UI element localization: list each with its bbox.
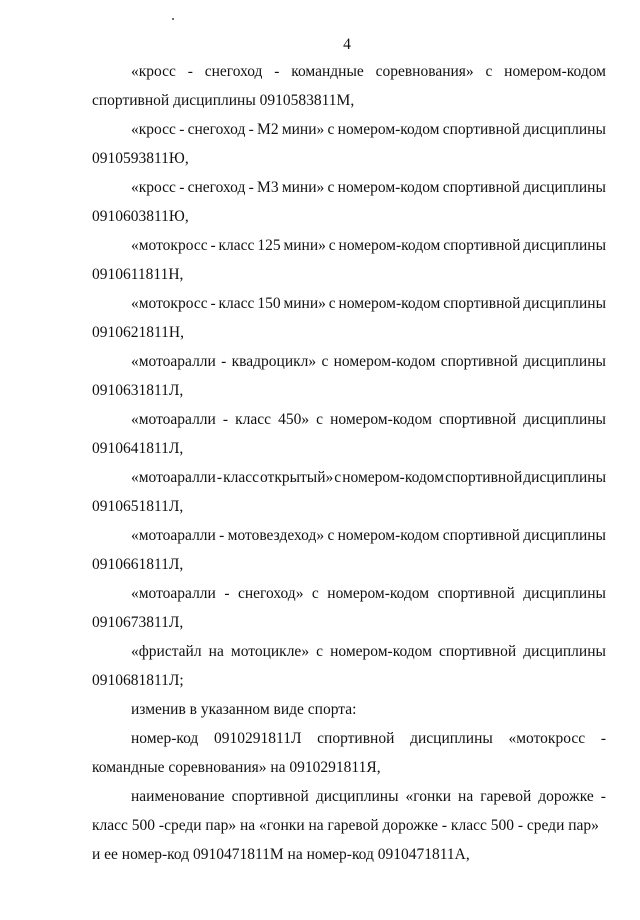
word: номером-кодом: [337, 179, 440, 196]
word: с: [321, 353, 329, 370]
word: мини»: [281, 179, 325, 196]
word: класс: [218, 295, 255, 312]
word: на: [208, 643, 224, 660]
word: спортивной: [443, 237, 521, 254]
word: спортивной: [445, 469, 523, 486]
word: -: [248, 179, 254, 196]
text-line: 0910641811Л,: [92, 440, 184, 457]
word: спортивной: [443, 295, 521, 312]
text-line: [131, 468, 606, 488]
word: снегоход: [204, 63, 263, 80]
word: с: [334, 469, 342, 486]
text-line: 0910593811Ю,: [92, 150, 189, 167]
word: -: [216, 469, 223, 486]
word: «мотоаралли: [131, 411, 216, 428]
text-line: [131, 787, 606, 807]
word: -: [222, 411, 229, 428]
word: спортивной: [442, 527, 520, 544]
text-line: класс 500 -среди пар» на «гонки на гаревой дорожке - класс 500 - среди пар»: [92, 817, 599, 834]
word: «фристайл: [131, 643, 202, 660]
word: дисциплины: [315, 788, 399, 805]
word: дисциплины: [523, 469, 606, 486]
word: с: [328, 295, 336, 312]
word: с: [328, 237, 336, 254]
word: класс: [218, 237, 255, 254]
word: спортивной: [442, 179, 520, 196]
word: дисциплины: [523, 179, 606, 196]
text-line: 0910611811Н,: [92, 266, 184, 283]
word: «гонки: [405, 788, 452, 805]
word: -: [187, 63, 193, 80]
word: с: [327, 527, 335, 544]
word: класс: [223, 469, 259, 486]
word: открытый»: [260, 469, 334, 486]
word: снегоход: [187, 121, 246, 138]
word: с: [327, 179, 335, 196]
word: -: [248, 121, 254, 138]
word: -: [210, 295, 216, 312]
word: «мотоаралли: [131, 527, 216, 544]
text-line: спортивной дисциплины 0910583811М,: [92, 92, 355, 109]
word: с: [485, 63, 493, 80]
word: спортивной: [231, 788, 309, 805]
word: мини»: [283, 295, 326, 312]
word: спортивной: [439, 411, 517, 428]
word: соревнования»: [375, 63, 474, 80]
word: с: [316, 411, 324, 428]
word: мотоцикле»: [230, 643, 310, 660]
word: номером-кодом: [327, 585, 430, 602]
text-line: [131, 526, 606, 546]
word: дисциплины: [523, 585, 606, 602]
word: спортивной: [442, 121, 520, 138]
text-line: [131, 410, 606, 430]
word: спортивной: [317, 730, 395, 747]
word: дисциплины: [523, 643, 606, 660]
text-line: [131, 120, 606, 140]
word: номер-код: [131, 730, 199, 747]
text-line: 0910673811Л,: [92, 614, 184, 631]
word: М2: [257, 121, 279, 138]
word: командные: [291, 63, 364, 80]
word: «мотоаралли: [131, 585, 216, 602]
word: номером-кодом: [342, 469, 445, 486]
word: -: [224, 585, 230, 602]
text-line: изменив в указанном виде спорта:: [131, 701, 357, 718]
word: дисциплины: [410, 730, 493, 747]
text-line: 0910651811Л,: [92, 498, 184, 515]
word: номером-кодом: [337, 121, 440, 138]
word: дисциплины: [523, 237, 606, 254]
word: 450»: [278, 411, 310, 428]
word: номером-кодом: [337, 527, 440, 544]
word: 0910291811Л: [214, 730, 302, 747]
word: -: [274, 63, 280, 80]
word: номером-кодом: [330, 643, 432, 660]
word: наименование: [131, 788, 225, 805]
word: -: [179, 121, 185, 138]
text-line: [131, 729, 606, 749]
word: -: [179, 179, 185, 196]
word: номером-кодом: [504, 63, 606, 80]
word: квадроцикл»: [231, 353, 317, 370]
text-line: 0910681811Л;: [92, 672, 184, 689]
word: снегоход: [187, 179, 246, 196]
text-line: [131, 642, 606, 662]
word: дисциплины: [523, 295, 606, 312]
word: с: [327, 121, 335, 138]
word: гаревой: [480, 788, 532, 805]
word: -: [600, 730, 606, 747]
word: «кросс: [131, 179, 176, 196]
text-line: [131, 352, 606, 372]
word: -: [219, 527, 225, 544]
word: «кросс: [131, 121, 176, 138]
word: спортивной: [437, 585, 515, 602]
word: с: [316, 643, 324, 660]
word: «мотоаралли: [131, 353, 216, 370]
word: -: [600, 788, 606, 805]
word: «мотокросс: [131, 237, 208, 254]
word: класс: [235, 411, 272, 428]
word: номером-кодом: [338, 237, 441, 254]
text-line: и ее номер-код 0910471811М на номер-код 0910471811А,: [92, 846, 470, 863]
word: 150: [257, 295, 281, 312]
word: номером-кодом: [338, 295, 441, 312]
word: мини»: [283, 237, 326, 254]
page-number: 4: [343, 36, 351, 53]
text-line: [131, 584, 606, 604]
word: номером-кодом: [333, 353, 436, 370]
text-line: [131, 236, 606, 256]
word: -: [210, 237, 216, 254]
text-line: [131, 178, 606, 198]
word: дисциплины: [523, 527, 606, 544]
text-line: [131, 62, 606, 82]
word: 125: [257, 237, 281, 254]
word: на: [458, 788, 474, 805]
word: «мотокросс: [508, 730, 586, 747]
word: с: [311, 585, 319, 602]
text-line: 0910603811Ю,: [92, 208, 189, 225]
text-line: 0910621811Н,: [92, 324, 184, 341]
word: «мотокросс: [131, 295, 208, 312]
text-line: 0910631811Л,: [92, 382, 184, 399]
scan-speck: [172, 18, 174, 20]
text-line: [131, 294, 606, 314]
word: спортивной: [440, 353, 518, 370]
word: «кросс: [131, 63, 176, 80]
word: -: [221, 353, 227, 370]
word: номером-кодом: [330, 411, 432, 428]
word: дисциплины: [523, 353, 606, 370]
word: дисциплины: [523, 411, 606, 428]
word: спортивной: [438, 643, 517, 660]
word: дисциплины: [523, 121, 606, 138]
word: дорожке: [538, 788, 594, 805]
word: мотовездеход»: [227, 527, 325, 544]
word: М3: [257, 179, 279, 196]
word: снегоход»: [237, 585, 304, 602]
text-line: 0910661811Л,: [92, 556, 184, 573]
text-line: командные соревнования» на 0910291811Я,: [92, 759, 381, 776]
word: «мотоаралли: [131, 469, 216, 486]
word: мини»: [281, 121, 325, 138]
